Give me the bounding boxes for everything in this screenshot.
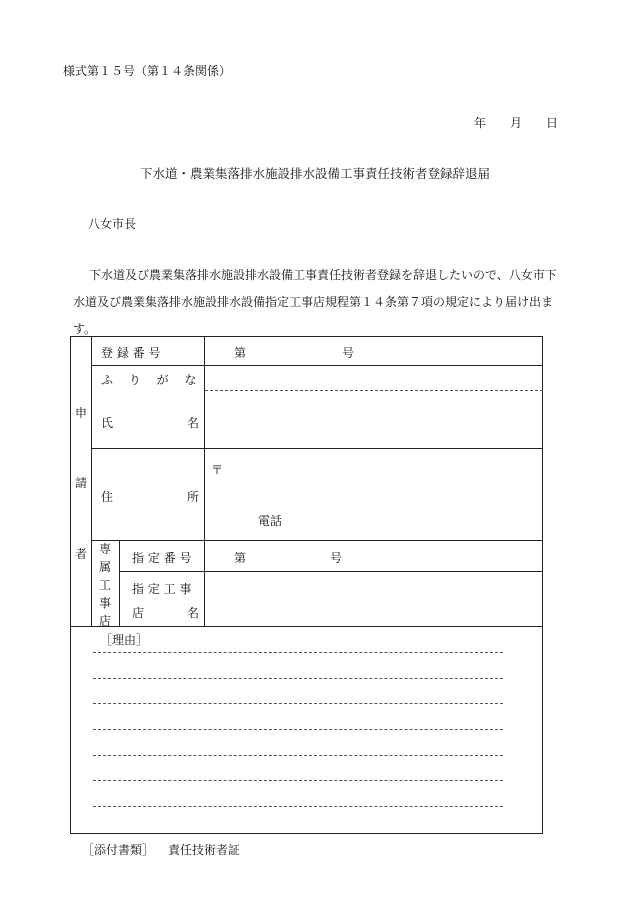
reason-line bbox=[93, 729, 503, 730]
addressee: 八女市長 bbox=[88, 217, 137, 231]
date-year: 年 bbox=[474, 116, 487, 130]
registration-number-prefix: 第 bbox=[234, 346, 247, 360]
phone-label: 電話 bbox=[258, 514, 283, 528]
postal-mark: 〒 bbox=[211, 463, 224, 477]
applicant-char-1: 申 bbox=[74, 406, 87, 420]
attachments-item: 責任技術者証 bbox=[168, 843, 241, 857]
designated-store-label-2b: 名 bbox=[187, 606, 200, 620]
page-title: 下水道・農業集落排水施設排水設備工事責任技術者登録辞退届 bbox=[139, 166, 490, 181]
designated-store-label-2a: 店 bbox=[132, 606, 145, 620]
attachments-label: ［添付書類］ bbox=[82, 843, 155, 857]
reason-label: ［理由］ bbox=[100, 633, 149, 647]
reason-line bbox=[93, 652, 503, 653]
date-month: 月 bbox=[510, 116, 523, 130]
exclusive-store-label: 専属工事店 bbox=[98, 542, 111, 628]
reason-line bbox=[93, 755, 503, 756]
address-label-2: 所 bbox=[187, 490, 200, 504]
date-line bbox=[474, 114, 558, 131]
applicant-char-3: 者 bbox=[74, 547, 87, 561]
designation-number-prefix: 第 bbox=[234, 551, 247, 565]
reason-line bbox=[93, 678, 503, 679]
reason-line bbox=[93, 806, 503, 807]
date-day: 日 bbox=[546, 116, 559, 130]
registration-number-label: 登 録 番 号 bbox=[101, 346, 161, 360]
name-label-2: 名 bbox=[187, 416, 200, 430]
furigana-label: ふ り が な bbox=[101, 373, 203, 387]
designation-number-suffix: 号 bbox=[330, 551, 343, 565]
attachments-line bbox=[82, 841, 240, 858]
form-number: 様式第１５号（第１４条関係） bbox=[63, 64, 232, 78]
application-table bbox=[70, 336, 543, 834]
reason-line bbox=[93, 703, 503, 704]
designated-store-label-1: 指 定 工 事 bbox=[132, 582, 192, 596]
name-label-1: 氏 bbox=[101, 416, 114, 430]
address-label-1: 住 bbox=[101, 490, 114, 504]
reason-line bbox=[93, 780, 503, 781]
registration-number-suffix: 号 bbox=[342, 346, 355, 360]
body-text: 下水道及び農業集落排水施設排水設備工事責任技術者登録を辞退したいので、八女市下水道及び農業集落排水施設排水設備指定工事店規程第１４条第７項の規定により届け出ます。 bbox=[73, 268, 557, 336]
applicant-char-2: 請 bbox=[74, 476, 87, 490]
designation-number-label: 指 定 番 号 bbox=[132, 551, 192, 565]
